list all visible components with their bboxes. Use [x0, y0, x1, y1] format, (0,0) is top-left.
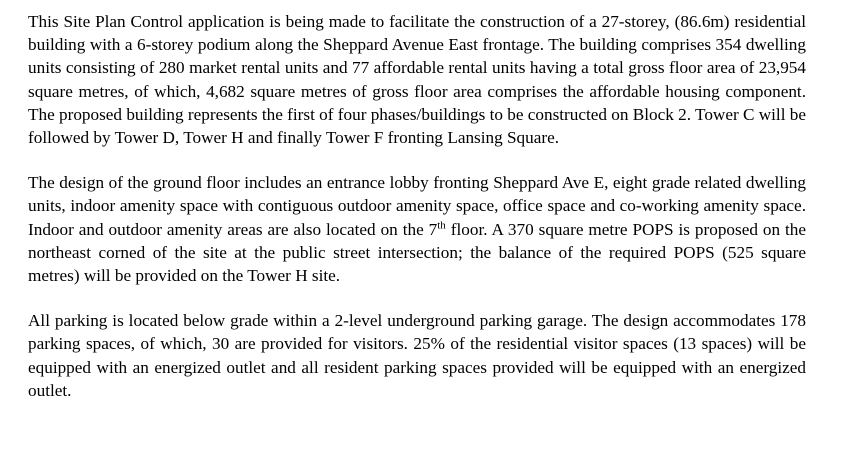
- document-body: [28, 10, 806, 424]
- ordinal-suffix: th: [437, 218, 446, 231]
- paragraph-ground-floor-text: The design of the ground floor includes an entrance lobby fronting Sheppard Ave E, eight grade related dwelling units, indoor amenity space with contiguous outdoor amenity space, office space and co-working amenity space. Indoor and outdoor amenity areas are also located on the 7: [28, 173, 806, 239]
- paragraph-ground-floor-design: [28, 171, 806, 287]
- paragraph-project-description: This Site Plan Control application is being made to facilitate the construction of a 27-storey, (86.6m) residential building with a 6-storey podium along the Sheppard Avenue East frontage. The building comprises 354 dwelling units consisting of 280 market rental units and 77 affordable rental units having a total gross floor area of 23,954 square metres, of which, 4,682 square metres of gross floor area comprises the affordable housing component. The proposed building represents the first of four phases/buildings to be constructed on Block 2. Tower C will be followed by Tower D, Tower H and finally Tower F fronting Lansing Square.: [28, 12, 806, 148]
- paragraph-ground-floor-text-continued: floor. A 370 square metre POPS is proposed on the northeast corned of the site at the public street intersection; the balance of the required POPS (525 square metres) will be provided on the Tower H site.: [28, 219, 806, 286]
- paragraph-parking: All parking is located below grade within a 2-level underground parking garage. The design accommodates 178 parking spaces, of which, 30 are provided for visitors. 25% of the residential visitor spaces (13 spaces) will be equipped with an energized outlet and all resident parking spaces provided will be equipped with an energized outlet.: [28, 311, 806, 400]
